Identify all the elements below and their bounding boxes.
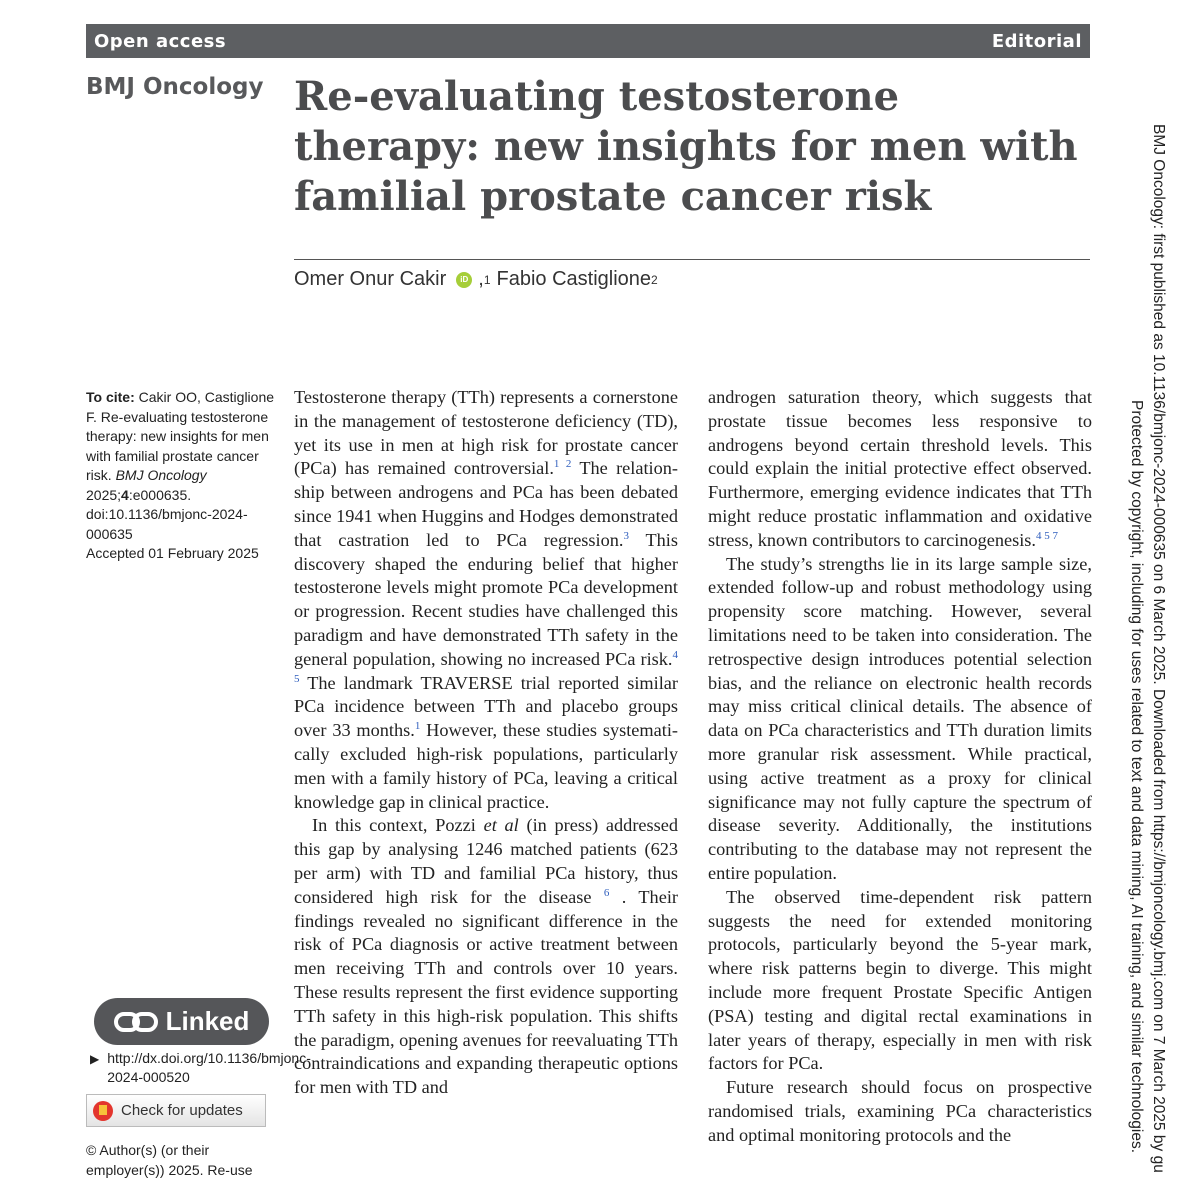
author-name[interactable]: Fabio Castiglione (496, 268, 652, 290)
cite-journal: BMJ Oncology (115, 467, 207, 483)
check-for-updates-button[interactable] (86, 1094, 266, 1127)
reference-link[interactable]: 1 2 (553, 458, 572, 471)
author-separator: , (478, 268, 484, 290)
linked-label: Linked (165, 1006, 250, 1036)
reference-link[interactable]: 4 5 (294, 648, 678, 685)
copyright-notice-vertical: Protected by copyright, including for uses related to text and data mining, AI training, and similar technologies. (1128, 400, 1145, 1154)
journal-name: BMJ Oncology (86, 74, 264, 100)
vertical-download-notice (1120, 124, 1176, 1182)
open-access-label: Open access (94, 30, 227, 52)
cite-label: To cite: (86, 389, 135, 405)
linked-doi (90, 1049, 311, 1087)
cite-doi: :e000635. doi:10.1136/bmjonc-2024-000635 (86, 486, 248, 542)
cite-volume: 4 (121, 486, 129, 503)
reference-link[interactable]: 6 (603, 886, 610, 899)
check-updates-label: Check for updates (121, 1102, 243, 1119)
play-arrow-icon: ▶ (90, 1052, 100, 1066)
accepted-date: Accepted 01 February 2025 (86, 545, 259, 561)
reference-link[interactable]: 4 5 7 (1035, 529, 1058, 542)
download-notice: BMJ Oncology: first published as 10.1136/bmjonc-2024-000635 on 6 March 2025. Downloaded from https://bmjoncology.bmj.com on 7 March 2025 by gu (1150, 124, 1167, 1173)
crossmark-icon (93, 1101, 113, 1121)
author-affiliation: 2 (651, 272, 658, 287)
paragraph: The study’s strengths lie in its large sample size, extended follow-up and robust methodology using propensity score matching. However, several limitations need to be taken into consideration. The retrospective design introduces potential selection bias, and the reliance on electronic health records may miss critical clinical details. The absence of data on PCa characteristics and TTh duration limits more granular risk assessment. While practical, using active treatment as a proxy for clinical significance may not fully capture the spectrum of disease severity. Additionally, the institutions contributing to the database may not represent the entire population. (708, 553, 1092, 883)
copyright-notice: © Author(s) (or their employer(s)) 2025. Re-use (86, 1142, 253, 1178)
article-title: Re-evaluating testosterone therapy: new insights for men with familial prostate cancer risk (294, 73, 1078, 220)
chain-link-icon (114, 1010, 158, 1034)
reference-link[interactable]: 1 (414, 720, 421, 733)
author-name[interactable]: Omer Onur Cakir (294, 268, 447, 290)
cite-text: Cakir OO, Castiglione F. Re-evaluating testosterone therapy: new insights for men with familial prostate cancer risk. (86, 389, 275, 483)
paragraph: androgen saturation theory, which suggests that prostate tissue becomes less responsive to androgens beyond certain threshold levels. This could explain the initial protective effect observed. Furthermore, emerging evidence indicates that TTh might reduce prostatic inflammation and oxidative stress, known contributors to carcinogenesis.$^{4 5 7}$ (708, 387, 1092, 550)
paragraph: Future research should focus on prospective randomised trials, examining PCa characteristics and optimal monitoring protocols and the (708, 1077, 1092, 1145)
title-divider (294, 259, 1090, 260)
linked-article-button[interactable] (94, 998, 269, 1045)
header-bar (86, 24, 1090, 58)
article-type-label: Editorial (991, 30, 1082, 52)
body-column-right (708, 386, 1092, 1148)
doi-link[interactable]: http://dx.doi.org/10.1136/bmjonc-2024-000520 (107, 1050, 311, 1085)
orcid-icon[interactable]: iD (456, 272, 472, 288)
body-column-left (294, 386, 678, 1100)
paragraph: Testosterone therapy (TTh) represents a cornerstone in the management of testosterone deficiency (TD), yet its use in men at high risk for prostate cancer (PCa) has remained controversial.$^{1 2}$ The relationship between androgens and PCa has been debated since 1941 when Huggins and Hodges demonstrated that castration led to PCa regression.$^3$ This discovery shaped the enduring belief that higher testosterone levels might promote PCa development or progression. Recent studies have challenged this paradigm and have demonstrated TTh safety in the general population, showing no increased PCa risk.$^{4 5}$ The landmark TRAVERSE trial reported similar PCa incidence between TTh and placebo groups over 33 months.$^1$ However, these studies systematically excluded high-risk populations, particularly men with a family history of PCa, leaving a critical knowledge gap in clinical practice. (294, 387, 679, 812)
cite-year: 2025; (86, 486, 122, 503)
reference-link[interactable]: 3 (623, 529, 629, 542)
paragraph: In this context, Pozzi et al (in press) addressed this gap by analysing 1246 matched patients (623 per arm) with TD and familial PCa history, thus considered high risk for the disease $^6$ . Their findings revealed no significant difference in the risk of PCa diagnosis or active treatment between men receiving TTh and controls over 10 years. These results represent the first evidence supporting TTh safety in this high-risk population. This shifts the paradigm, opening avenues for reevaluating TTh contraindications and expanding therapeutic options for men with TD and (294, 815, 679, 1098)
citation-block (86, 388, 278, 564)
paragraph: The observed time-dependent risk pattern suggests the need for extended monitoring protocols, particularly beyond the 5-year mark, where risk patterns begin to diverge. This might include more frequent Prostate Specific Antigen (PSA) testing and digital rectal examinations in later years of therapy, especially in men with risk factors for PCa. (708, 886, 1092, 1074)
author-list (294, 268, 658, 291)
author-affiliation: 1 (483, 272, 491, 287)
